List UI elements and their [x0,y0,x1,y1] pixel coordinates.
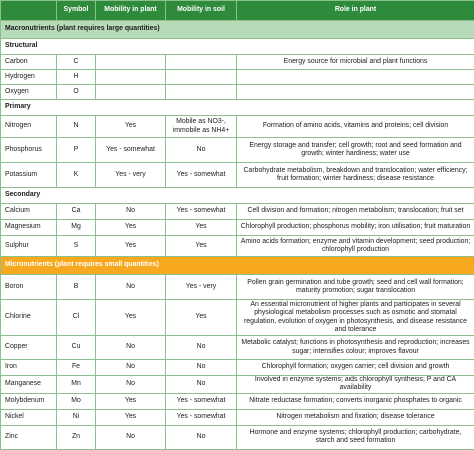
role-in-plant: Pollen grain germination and tube growth; seed and cell wall formation; maturity promotion; sugar translocation [237,275,474,300]
table-row [1,336,474,360]
nutrient-name: Iron [1,360,57,376]
role-in-plant: Nitrate reductase formation; converts inorganic phosphates to organic [237,393,474,409]
micronutrients-title: Micronutrients (plant requires small quantities) [1,257,474,275]
mobility-in-plant: Yes [96,409,166,425]
mobility-in-plant: No [96,336,166,360]
mobility-in-soil: No [166,360,237,376]
table-row [1,300,474,336]
mobility-in-soil: Yes - somewhat [166,204,237,220]
secondary-subheader [1,188,474,204]
mobility-in-plant: No [96,204,166,220]
macronutrients-band [1,21,474,39]
role-in-plant [237,85,474,100]
mobility-in-soil: Yes [166,220,237,236]
nutrient-name: Carbon [1,55,57,70]
table-row [1,360,474,376]
nutrient-name: Calcium [1,204,57,220]
role-in-plant: Chlorophyll production; phosphorus mobility; iron utilisation; fruit maturation [237,220,474,236]
mobility-in-plant [96,55,166,70]
nutrient-symbol: Mg [57,220,96,236]
role-in-plant: Chlorophyll formation; oxygen carrier; cell division and growth [237,360,474,376]
nutrient-symbol: Zn [57,425,96,449]
nutrient-symbol: Mo [57,393,96,409]
nutrient-symbol: Fe [57,360,96,376]
mobility-in-plant: Yes [96,236,166,257]
table-row [1,204,474,220]
nutrient-name: Molybdenum [1,393,57,409]
structural-subheader [1,39,474,55]
nutrient-name: Hydrogen [1,70,57,85]
nutrient-symbol: O [57,85,96,100]
role-in-plant: Energy storage and transfer; cell growth; root and seed formation and growth; winter hardiness; water use [237,138,474,163]
role-in-plant: Involved in enzyme systems; aids chlorophyll synthesis; P and CA availability [237,376,474,394]
header-mobility-soil: Mobility in soil [166,1,237,21]
header-role: Role in plant [237,1,474,21]
nutrient-name: Oxygen [1,85,57,100]
role-in-plant [237,70,474,85]
nutrient-symbol: K [57,163,96,188]
mobility-in-soil: No [166,138,237,163]
nutrient-name: Nitrogen [1,116,57,138]
role-in-plant: Nitrogen metabolism and fixation; disease tolerance [237,409,474,425]
role-in-plant: An essential micronutrient of higher plants and participates in several physiological metabolism processes such as osmotic and stomatal regulation, evolution of oxygen in photosynthesis, and disease resistance and tolerance [237,300,474,336]
mobility-in-plant [96,85,166,100]
mobility-in-soil: No [166,376,237,394]
table-row [1,275,474,300]
role-in-plant: Formation of amino acids, vitamins and proteins; cell division [237,116,474,138]
mobility-in-plant [96,70,166,85]
mobility-in-soil: No [166,336,237,360]
mobility-in-soil: Yes - somewhat [166,163,237,188]
mobility-in-soil: Yes [166,300,237,336]
table-row [1,220,474,236]
role-in-plant: Energy source for microbial and plant functions [237,55,474,70]
table-row [1,236,474,257]
mobility-in-soil: Mobile as NO3-, immobile as NH4+ [166,116,237,138]
nutrient-symbol: H [57,70,96,85]
nutrient-name: Boron [1,275,57,300]
role-in-plant: Carbohydrate metabolism, breakdown and translocation; water efficiency; fruit formation; winter hardiness; disease resistance [237,163,474,188]
nutrient-symbol: Ca [57,204,96,220]
micronutrients-band [1,257,474,275]
mobility-in-soil: No [166,425,237,449]
mobility-in-soil [166,85,237,100]
mobility-in-plant: Yes [96,116,166,138]
role-in-plant: Amino acids formation; enzyme and vitamin development; seed production; chlorophyll production [237,236,474,257]
nutrient-name: Chlorine [1,300,57,336]
header-name [1,1,57,21]
nutrient-symbol: S [57,236,96,257]
header-row [1,1,474,21]
header-symbol: Symbol [57,1,96,21]
nutrient-name: Zinc [1,425,57,449]
table-body [1,21,474,450]
nutrient-name: Sulphur [1,236,57,257]
table-row [1,138,474,163]
nutrient-symbol: N [57,116,96,138]
secondary-label: Secondary [1,188,474,204]
nutrient-name: Potassium [1,163,57,188]
header-mobility-plant: Mobility in plant [96,1,166,21]
nutrient-name: Copper [1,336,57,360]
primary-label: Primary [1,100,474,116]
role-in-plant: Metabolic catalyst; functions in photosynthesis and reproduction; increases sugar; intensifies colour; improves flavour [237,336,474,360]
table-row [1,409,474,425]
role-in-plant: Cell division and formation; nitrogen metabolism; translocation; fruit set [237,204,474,220]
nutrient-symbol: P [57,138,96,163]
nutrient-name: Manganese [1,376,57,394]
table-row [1,163,474,188]
nutrient-symbol: Cl [57,300,96,336]
mobility-in-soil [166,55,237,70]
mobility-in-soil: Yes - somewhat [166,409,237,425]
nutrient-name: Magnesium [1,220,57,236]
mobility-in-soil: Yes [166,236,237,257]
mobility-in-soil: Yes - somewhat [166,393,237,409]
nutrient-symbol: Cu [57,336,96,360]
macronutrients-title: Macronutrients (plant requires large quantities) [1,21,474,39]
mobility-in-soil: Yes - very [166,275,237,300]
nutrient-symbol: Ni [57,409,96,425]
role-in-plant: Hormone and enzyme systems; chlorophyll production; carbohydrate, starch and seed formation [237,425,474,449]
table-row [1,55,474,70]
nutrient-name: Phosphorus [1,138,57,163]
mobility-in-plant: Yes - very [96,163,166,188]
mobility-in-plant: No [96,376,166,394]
nutrient-name: Nickel [1,409,57,425]
mobility-in-plant: No [96,275,166,300]
mobility-in-plant: Yes [96,220,166,236]
nutrient-symbol: Mn [57,376,96,394]
mobility-in-plant: Yes [96,300,166,336]
structural-label: Structural [1,39,474,55]
nutrient-symbol: B [57,275,96,300]
table-row [1,116,474,138]
table-row [1,393,474,409]
mobility-in-plant: Yes [96,393,166,409]
mobility-in-plant: No [96,425,166,449]
mobility-in-plant: No [96,360,166,376]
table-row [1,425,474,449]
mobility-in-soil [166,70,237,85]
nutrient-symbol: C [57,55,96,70]
table-row [1,70,474,85]
primary-subheader [1,100,474,116]
table-row [1,85,474,100]
table-row [1,376,474,394]
mobility-in-plant: Yes - somewhat [96,138,166,163]
